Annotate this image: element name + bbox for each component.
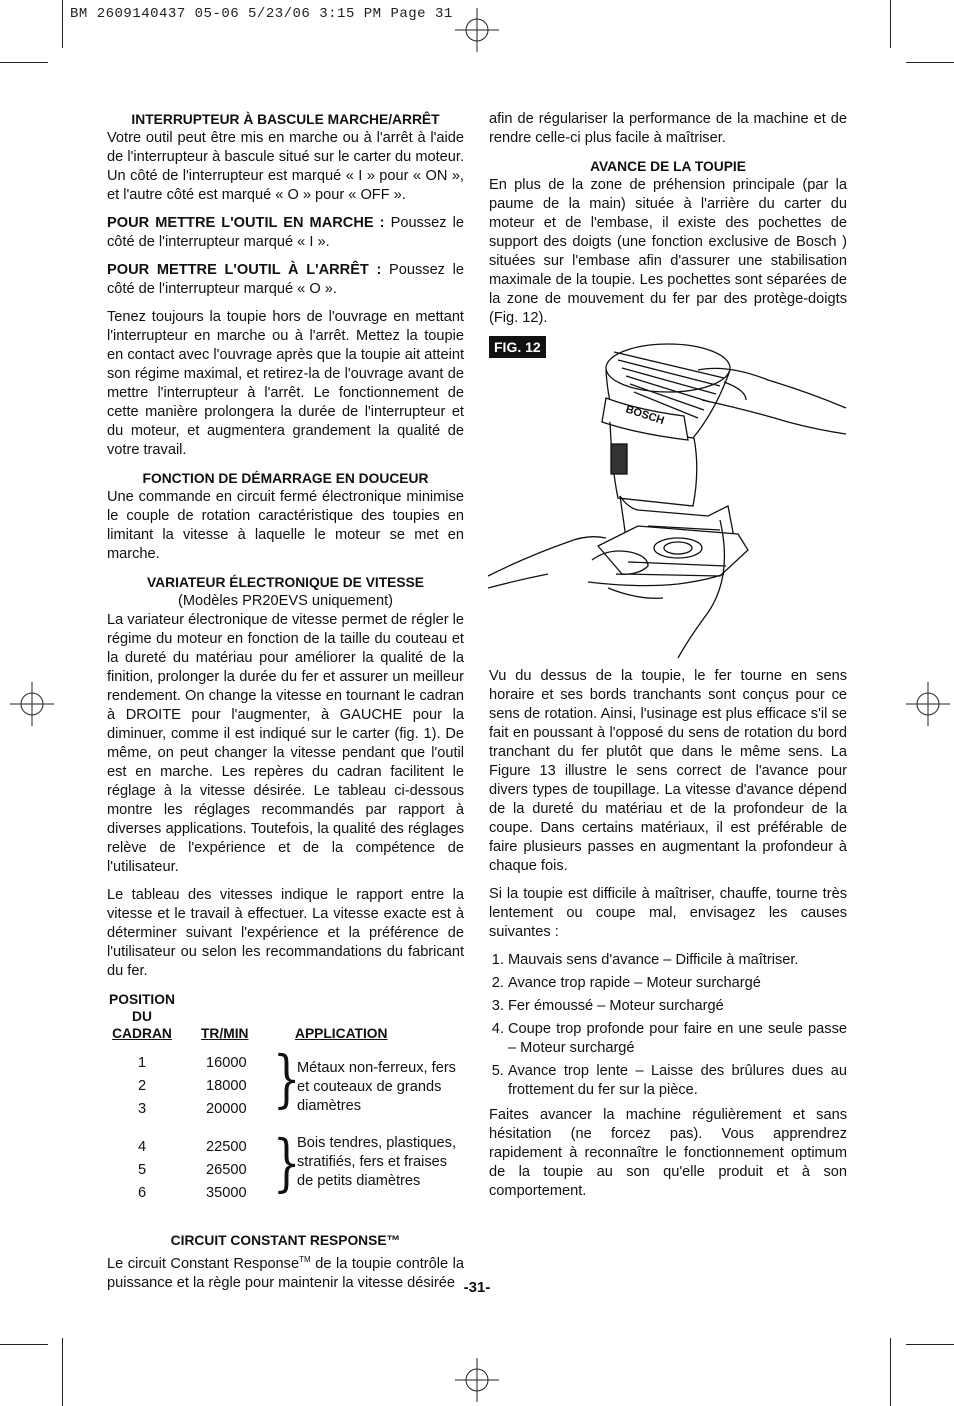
paragraph: Le tableau des vitesses indique le rapport entre la vitesse et le travail à effectuer. La vitesse exacte est à déterminer suivant l'expérience et la préférence de l'utilisateur ou selon les recommandations du fabricant du fer. bbox=[107, 887, 464, 979]
table-cell-position: 3 bbox=[138, 1101, 147, 1117]
list-item: 5. Avance trop lente – Laisse des brûlures dues au frottement du fer sur la pièce. bbox=[508, 1062, 847, 1100]
registration-mark-top bbox=[455, 8, 499, 52]
table-cell-rpm: 20000 bbox=[206, 1101, 247, 1117]
right-column-bottom bbox=[489, 667, 847, 1210]
table-header-application: APPLICATION bbox=[295, 1026, 388, 1041]
section-title-soft-start: FONCTION DE DÉMARRAGE EN DOUCEUR bbox=[142, 471, 429, 486]
section-title-speed-control: VARIATEUR ÉLECTRONIQUE DE VITESSE bbox=[147, 575, 424, 590]
paragraph: Faites avancer la machine régulièrement et sans hésitation (ne forcez pas). Vous apprendrez rapidement à reconnaître le fonctionnement optimum de la toupie au son qu'elle produit et à son comportement. bbox=[489, 1107, 847, 1199]
table-cell-rpm: 26500 bbox=[206, 1162, 247, 1178]
table-header-position: POSITION DU CADRAN bbox=[109, 992, 175, 1041]
table-cell-position: 6 bbox=[138, 1185, 147, 1201]
section-title-constant-response: CIRCUIT CONSTANT RESPONSE™ bbox=[170, 1233, 401, 1248]
left-column bbox=[107, 110, 464, 1302]
registration-mark-right bbox=[906, 682, 950, 726]
bold-label: POUR METTRE L'OUTIL À L'ARRÊT : bbox=[107, 262, 382, 278]
table-cell-rpm: 22500 bbox=[206, 1139, 247, 1155]
bold-label: POUR METTRE L'OUTIL EN MARCHE : bbox=[107, 215, 385, 231]
list-item: 1. Mauvais sens d'avance – Difficile à maîtriser. bbox=[508, 951, 847, 970]
paragraph: afin de régulariser la performance de la machine et de rendre celle-ci plus facile à maîtriser. bbox=[489, 111, 847, 146]
table-header-rpm: TR/MIN bbox=[201, 1026, 249, 1041]
table-cell-rpm: 35000 bbox=[206, 1185, 247, 1201]
paragraph-switch-off: POUR METTRE L'OUTIL À L'ARRÊT : Poussez le côté de l'interrupteur marqué « O ». bbox=[107, 262, 464, 297]
registration-mark-left bbox=[10, 682, 54, 726]
router-illustration bbox=[488, 330, 848, 660]
paragraph: Une commande en circuit fermé électronique minimise le couple de rotation caractéristique des toupies en limitant la vitesse à laquelle le moteur se met en marche. bbox=[107, 489, 464, 562]
paragraph: Tenez toujours la toupie hors de l'ouvrage en mettant l'interrupteur en marche ou à l'arrêt. Mettez la toupie en contact avec l'ouvrage après que la toupie ait atteint son régime maximal, et retirez-la de l'ouvrage avant de mettre l'interrupteur à l'arrêt. Le fonctionnement de cette manière prolongera la durée de l'interrupteur et du moteur, et augmentera grandement la qualité de votre travail. bbox=[107, 309, 464, 458]
section-title-switch: INTERRUPTEUR À BASCULE MARCHE/ARRÊT bbox=[131, 112, 440, 127]
list-item: 2. Avance trop rapide – Moteur surchargé bbox=[508, 974, 847, 993]
paragraph: Vu du dessus de la toupie, le fer tourne en sens horaire et ses bords tranchants sont conçus pour ce sens de rotation. Ainsi, l'usinage est plus efficace s'il se fait en poussant à l'opposé du sens de rotation du bord tranchant du fer plutôt que dans le même sens. La Figure 13 illustre le sens correct de l'avance pour divers types de toupillage. La vitesse d'avance dépend de la dureté du matériau et de la profondeur de la coupe. Dans certains matériaux, il est préférable de faire plusieurs passes en augmentant la profondeur à chaque fois. bbox=[489, 668, 847, 874]
print-slug-header: BM 2609140437 05-06 5/23/06 3:15 PM Page 31 bbox=[70, 6, 453, 22]
right-column-top bbox=[489, 110, 847, 337]
paragraph: Le circuit Constant Response™ de la toupie contrôle la puissance et la règle pour maintenir la vitesse désirée bbox=[107, 1255, 464, 1291]
brand-logo-text: BOSCH bbox=[624, 403, 666, 428]
table-cell-position: 5 bbox=[138, 1162, 147, 1178]
list-item: 4. Coupe trop profonde pour faire en une seule passe – Moteur surchargé bbox=[508, 1020, 847, 1058]
table-cell-application-1: Métaux non-ferreux, fers et couteaux de grands diamètres bbox=[297, 1060, 456, 1114]
paragraph: Votre outil peut être mis en marche ou à l'arrêt à l'aide de l'interrupteur à bascule situé sur le carter du moteur. Un côté de l'interrupteur est marqué « I » pour « ON », et l'autre côté est marqué « O » pour « OFF ». bbox=[107, 130, 464, 203]
page-number: -31- bbox=[463, 1279, 491, 1296]
table-cell-rpm: 16000 bbox=[206, 1055, 247, 1071]
table-cell-position: 1 bbox=[138, 1055, 147, 1071]
section-subtitle: (Modèles PR20EVS uniquement) bbox=[178, 593, 393, 609]
table-cell-rpm: 18000 bbox=[206, 1078, 247, 1094]
causes-list bbox=[489, 951, 847, 1100]
table-cell-position: 2 bbox=[138, 1078, 147, 1094]
list-item: 3. Fer émoussé – Moteur surchargé bbox=[508, 997, 847, 1016]
table-cell-application-2: Bois tendres, plastiques, stratifiés, fers et fraises de petits diamètres bbox=[297, 1135, 456, 1189]
section-title-router-feed: AVANCE DE LA TOUPIE bbox=[590, 159, 746, 174]
speed-table bbox=[107, 990, 464, 1205]
figure-label: FIG. 12 bbox=[489, 336, 546, 358]
brace-group-1: } bbox=[272, 1042, 301, 1115]
paragraph: En plus de la zone de préhension principale (par la paume de la main) située à l'arrière du carter du moteur et de l'embase, il existe des pochettes de support des doigts (une fonction exclusive de Bosch ) situées sur l'embase afin d'assurer une stabilisation maximale de la toupie. Les pochettes sont séparées de la zone de mouvement du fer par des protège-doigts (Fig. 12). bbox=[489, 177, 847, 326]
paragraph: La variateur électronique de vitesse permet de régler le régime du moteur en fonction de la taille du couteau et la dureté du matériau pour améliorer la qualité de la finition, prolonger la durée du fer et assurer un meilleur rendement. On change la vitesse en tournant le cadran à DROITE pour l'augmenter, à GAUCHE pour la diminuer, comme il est indiqué sur le carter (fig. 1). De même, on peut changer la vitesse pendant que l'outil est en marche. Les repères du cadran facilitent le réglage à la vitesse désirée. Le tableau ci-dessous montre les réglages recommandés par rapport à diverses applications. Toutefois, la qualité des réglages relève de l'expérience et de la compétence de l'utilisateur. bbox=[107, 612, 464, 875]
paragraph-switch-on: POUR METTRE L'OUTIL EN MARCHE : Poussez le côté de l'interrupteur marqué « I ». bbox=[107, 215, 464, 250]
brace-group-2: } bbox=[272, 1126, 301, 1199]
paragraph: Si la toupie est difficile à maîtriser, chauffe, tourne très lentement ou coupe mal, envisagez les causes suivantes : bbox=[489, 886, 847, 940]
table-cell-position: 4 bbox=[138, 1139, 147, 1155]
registration-mark-bottom bbox=[455, 1358, 499, 1402]
